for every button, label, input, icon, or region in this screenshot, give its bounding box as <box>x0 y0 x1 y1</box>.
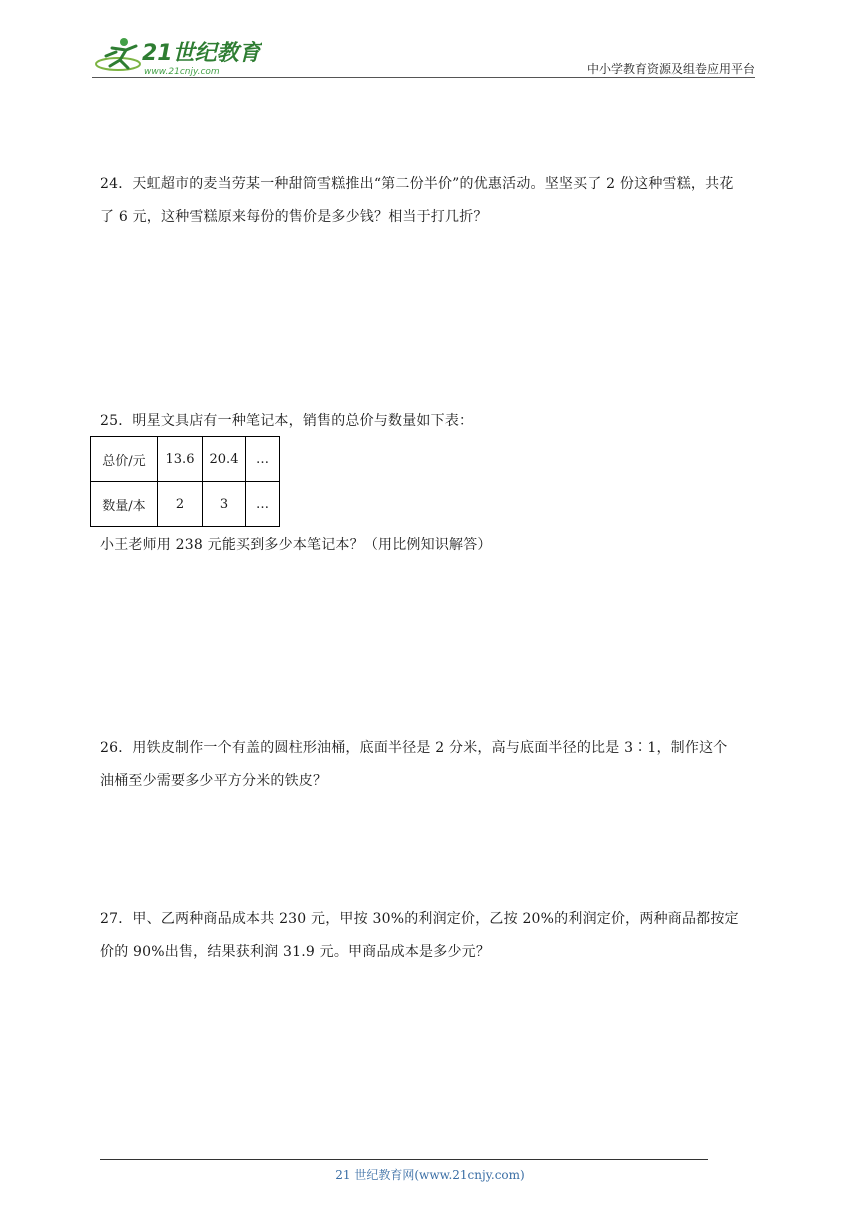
footer-divider <box>100 1159 708 1160</box>
page-header <box>0 0 860 80</box>
question-27-line-2: 价的 90%出售，结果获利润 31.9 元。甲商品成本是多少元？ <box>100 944 491 960</box>
question-25-intro <box>100 405 760 438</box>
question-24-line-2: 了 6 元，这种雪糕原来每份的售价是多少钱？相当于打几折？ <box>100 209 488 225</box>
svg-text:www.21cnjy.com: www.21cnjy.com <box>144 67 220 77</box>
question-24-line-1: 24．天虹超市的麦当劳某一种甜筒雪糕推出“第二份半价”的优惠活动。坚坚买了 2 份这种雪糕，共花 <box>100 176 734 192</box>
question-25-question-text: 小王老师用 238 元能买到多少本笔记本？（用比例知识解答） <box>100 537 492 553</box>
question-27 <box>100 903 760 969</box>
table-row <box>91 437 280 482</box>
table-cell: 20.4 <box>203 437 246 482</box>
table-cell: 3 <box>203 482 246 527</box>
table-cell: … <box>246 482 280 527</box>
price-quantity-table <box>90 436 280 527</box>
question-27-line-1: 27．甲、乙两种商品成本共 230 元，甲按 30%的利润定价，乙按 20%的利润定价，两种商品都按定 <box>100 911 739 927</box>
question-26-line-1: 26．用铁皮制作一个有盖的圆柱形油桶，底面半径是 2 分米，高与底面半径的比是 3∶1，制作这个 <box>100 740 728 756</box>
footer-text: 21 世纪教育网(www.21cnjy.com) <box>335 1168 525 1182</box>
svg-text:21世纪教育: 21世纪教育 <box>142 41 261 66</box>
header-divider <box>92 77 755 78</box>
table-cell: 数量/本 <box>91 482 158 527</box>
question-26-line-2: 油桶至少需要多少平方分米的铁皮？ <box>100 773 328 789</box>
question-25-intro-text: 25．明星文具店有一种笔记本，销售的总价与数量如下表： <box>100 413 474 429</box>
table-row <box>91 482 280 527</box>
header-platform-text: 中小学教育资源及组卷应用平台 <box>586 62 755 76</box>
table-cell: 13.6 <box>158 437 203 482</box>
question-26 <box>100 732 760 798</box>
logo <box>92 34 262 78</box>
table-cell: 总价/元 <box>91 437 158 482</box>
question-25-question <box>100 529 760 562</box>
table-cell: … <box>246 437 280 482</box>
table-cell: 2 <box>158 482 203 527</box>
question-24 <box>100 168 760 234</box>
